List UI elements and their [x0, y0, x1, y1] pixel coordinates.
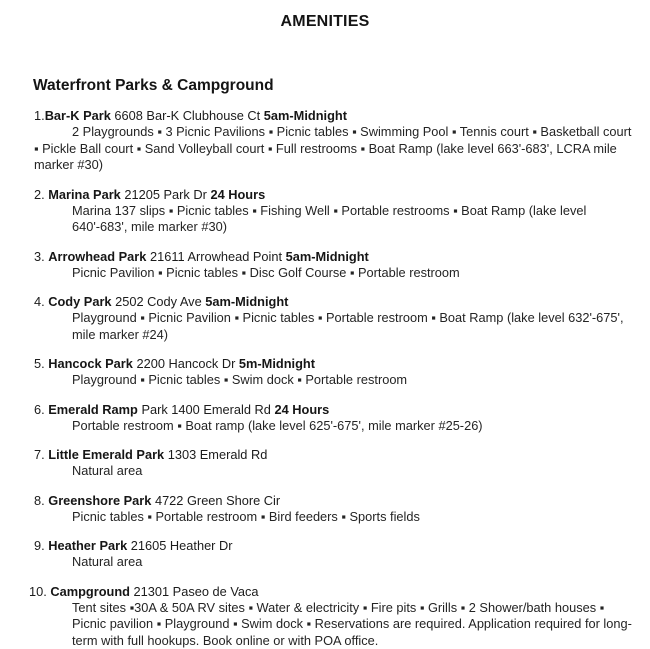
park-number: 10.	[29, 584, 47, 599]
park-amenities: Picnic tables ▪ Portable restroom ▪ Bird feeders ▪ Sports fields	[72, 509, 650, 526]
park-number: 9.	[34, 538, 45, 553]
page-title: AMENITIES	[0, 13, 650, 31]
park-title-line	[34, 187, 650, 203]
park-name: Cody Park	[48, 294, 111, 309]
park-address: 21605 Heather Dr	[131, 538, 233, 553]
park-name: Bar-K Park	[45, 108, 111, 123]
park-number: 5.	[34, 356, 45, 371]
park-name: Campground	[50, 584, 130, 599]
park-amenities: Portable restroom ▪ Boat ramp (lake level 625'-675', mile marker #25-26)	[72, 418, 650, 435]
park-amenities: Playground ▪ Picnic tables ▪ Swim dock ▪ Portable restroom	[72, 372, 650, 389]
park-item-emerald-ramp	[0, 402, 650, 435]
park-amenities: Natural area	[72, 554, 650, 571]
park-hours: 5am-Midnight	[264, 108, 347, 123]
park-hours: 5am-Midnight	[286, 249, 369, 264]
park-amenities: 2 Playgrounds ▪ 3 Picnic Pavilions ▪ Picnic tables ▪ Swimming Pool ▪ Tennis court ▪ Basketball court ▪ Pickle Ball court ▪ Sand Volleyball court ▪ Full restrooms ▪ Boat Ramp (lake level 663'-683', LCRA mile marker #30)	[34, 124, 650, 174]
park-item-arrowhead	[0, 249, 650, 282]
park-address: 4722 Green Shore Cir	[155, 493, 280, 508]
park-address: 6608 Bar-K Clubhouse Ct	[114, 108, 260, 123]
park-address: 21205 Park Dr	[124, 187, 207, 202]
park-address: 2200 Hancock Dr	[136, 356, 235, 371]
section-heading: Waterfront Parks & Campground	[33, 77, 650, 95]
park-name: Heather Park	[48, 538, 127, 553]
park-amenities: Marina 137 slips ▪ Picnic tables ▪ Fishing Well ▪ Portable restrooms ▪ Boat Ramp (lake level 640'-683', mile marker #30)	[72, 203, 650, 236]
park-hours: 24 Hours	[210, 187, 265, 202]
park-number: 7.	[34, 447, 45, 462]
park-name: Little Emerald Park	[48, 447, 164, 462]
park-list	[0, 108, 650, 649]
park-title-line	[34, 356, 650, 372]
park-name: Marina Park	[48, 187, 121, 202]
park-address: 21611 Arrowhead Point	[150, 249, 282, 264]
park-name: Emerald Ramp	[48, 402, 138, 417]
park-number: 1.	[34, 108, 45, 123]
park-address: 2502 Cody Ave	[115, 294, 202, 309]
park-item-bar-k	[0, 108, 650, 174]
park-number: 8.	[34, 493, 45, 508]
park-hours: 24 Hours	[274, 402, 329, 417]
park-number: 4.	[34, 294, 45, 309]
park-item-little-emerald	[0, 447, 650, 480]
park-item-campground	[0, 584, 650, 649]
park-title-line	[34, 249, 650, 265]
park-title-line	[34, 447, 650, 463]
park-amenities: Playground ▪ Picnic Pavilion ▪ Picnic tables ▪ Portable restroom ▪ Boat Ramp (lake level 632'-675', mile marker #24)	[72, 310, 650, 343]
park-name: Greenshore Park	[48, 493, 151, 508]
park-address: Park 1400 Emerald Rd	[141, 402, 270, 417]
park-title-line	[29, 584, 650, 600]
park-address: 1303 Emerald Rd	[168, 447, 268, 462]
park-amenities: Picnic Pavilion ▪ Picnic tables ▪ Disc Golf Course ▪ Portable restroom	[72, 265, 650, 282]
park-number: 3.	[34, 249, 45, 264]
park-hours: 5m-Midnight	[239, 356, 315, 371]
park-title-line	[34, 294, 650, 310]
park-item-marina	[0, 187, 650, 236]
park-item-cody	[0, 294, 650, 343]
park-name: Arrowhead Park	[48, 249, 146, 264]
park-title-line	[34, 538, 650, 554]
park-number: 6.	[34, 402, 45, 417]
park-item-hancock	[0, 356, 650, 389]
park-item-heather	[0, 538, 650, 571]
park-amenities: Natural area	[72, 463, 650, 480]
park-title-line	[34, 402, 650, 418]
park-title-line	[34, 493, 650, 509]
park-number: 2.	[34, 187, 45, 202]
park-name: Hancock Park	[48, 356, 133, 371]
park-hours: 5am-Midnight	[205, 294, 288, 309]
park-address: 21301 Paseo de Vaca	[134, 584, 259, 599]
park-title-line	[34, 108, 650, 124]
park-amenities: Tent sites ▪30A & 50A RV sites ▪ Water & electricity ▪ Fire pits ▪ Grills ▪ 2 Shower/bath houses ▪ Picnic pavilion ▪ Playground ▪ Swim dock ▪ Reservations are required. Application required for long-term with full hookups. Book online or with POA office.	[72, 600, 650, 649]
park-item-greenshore	[0, 493, 650, 526]
